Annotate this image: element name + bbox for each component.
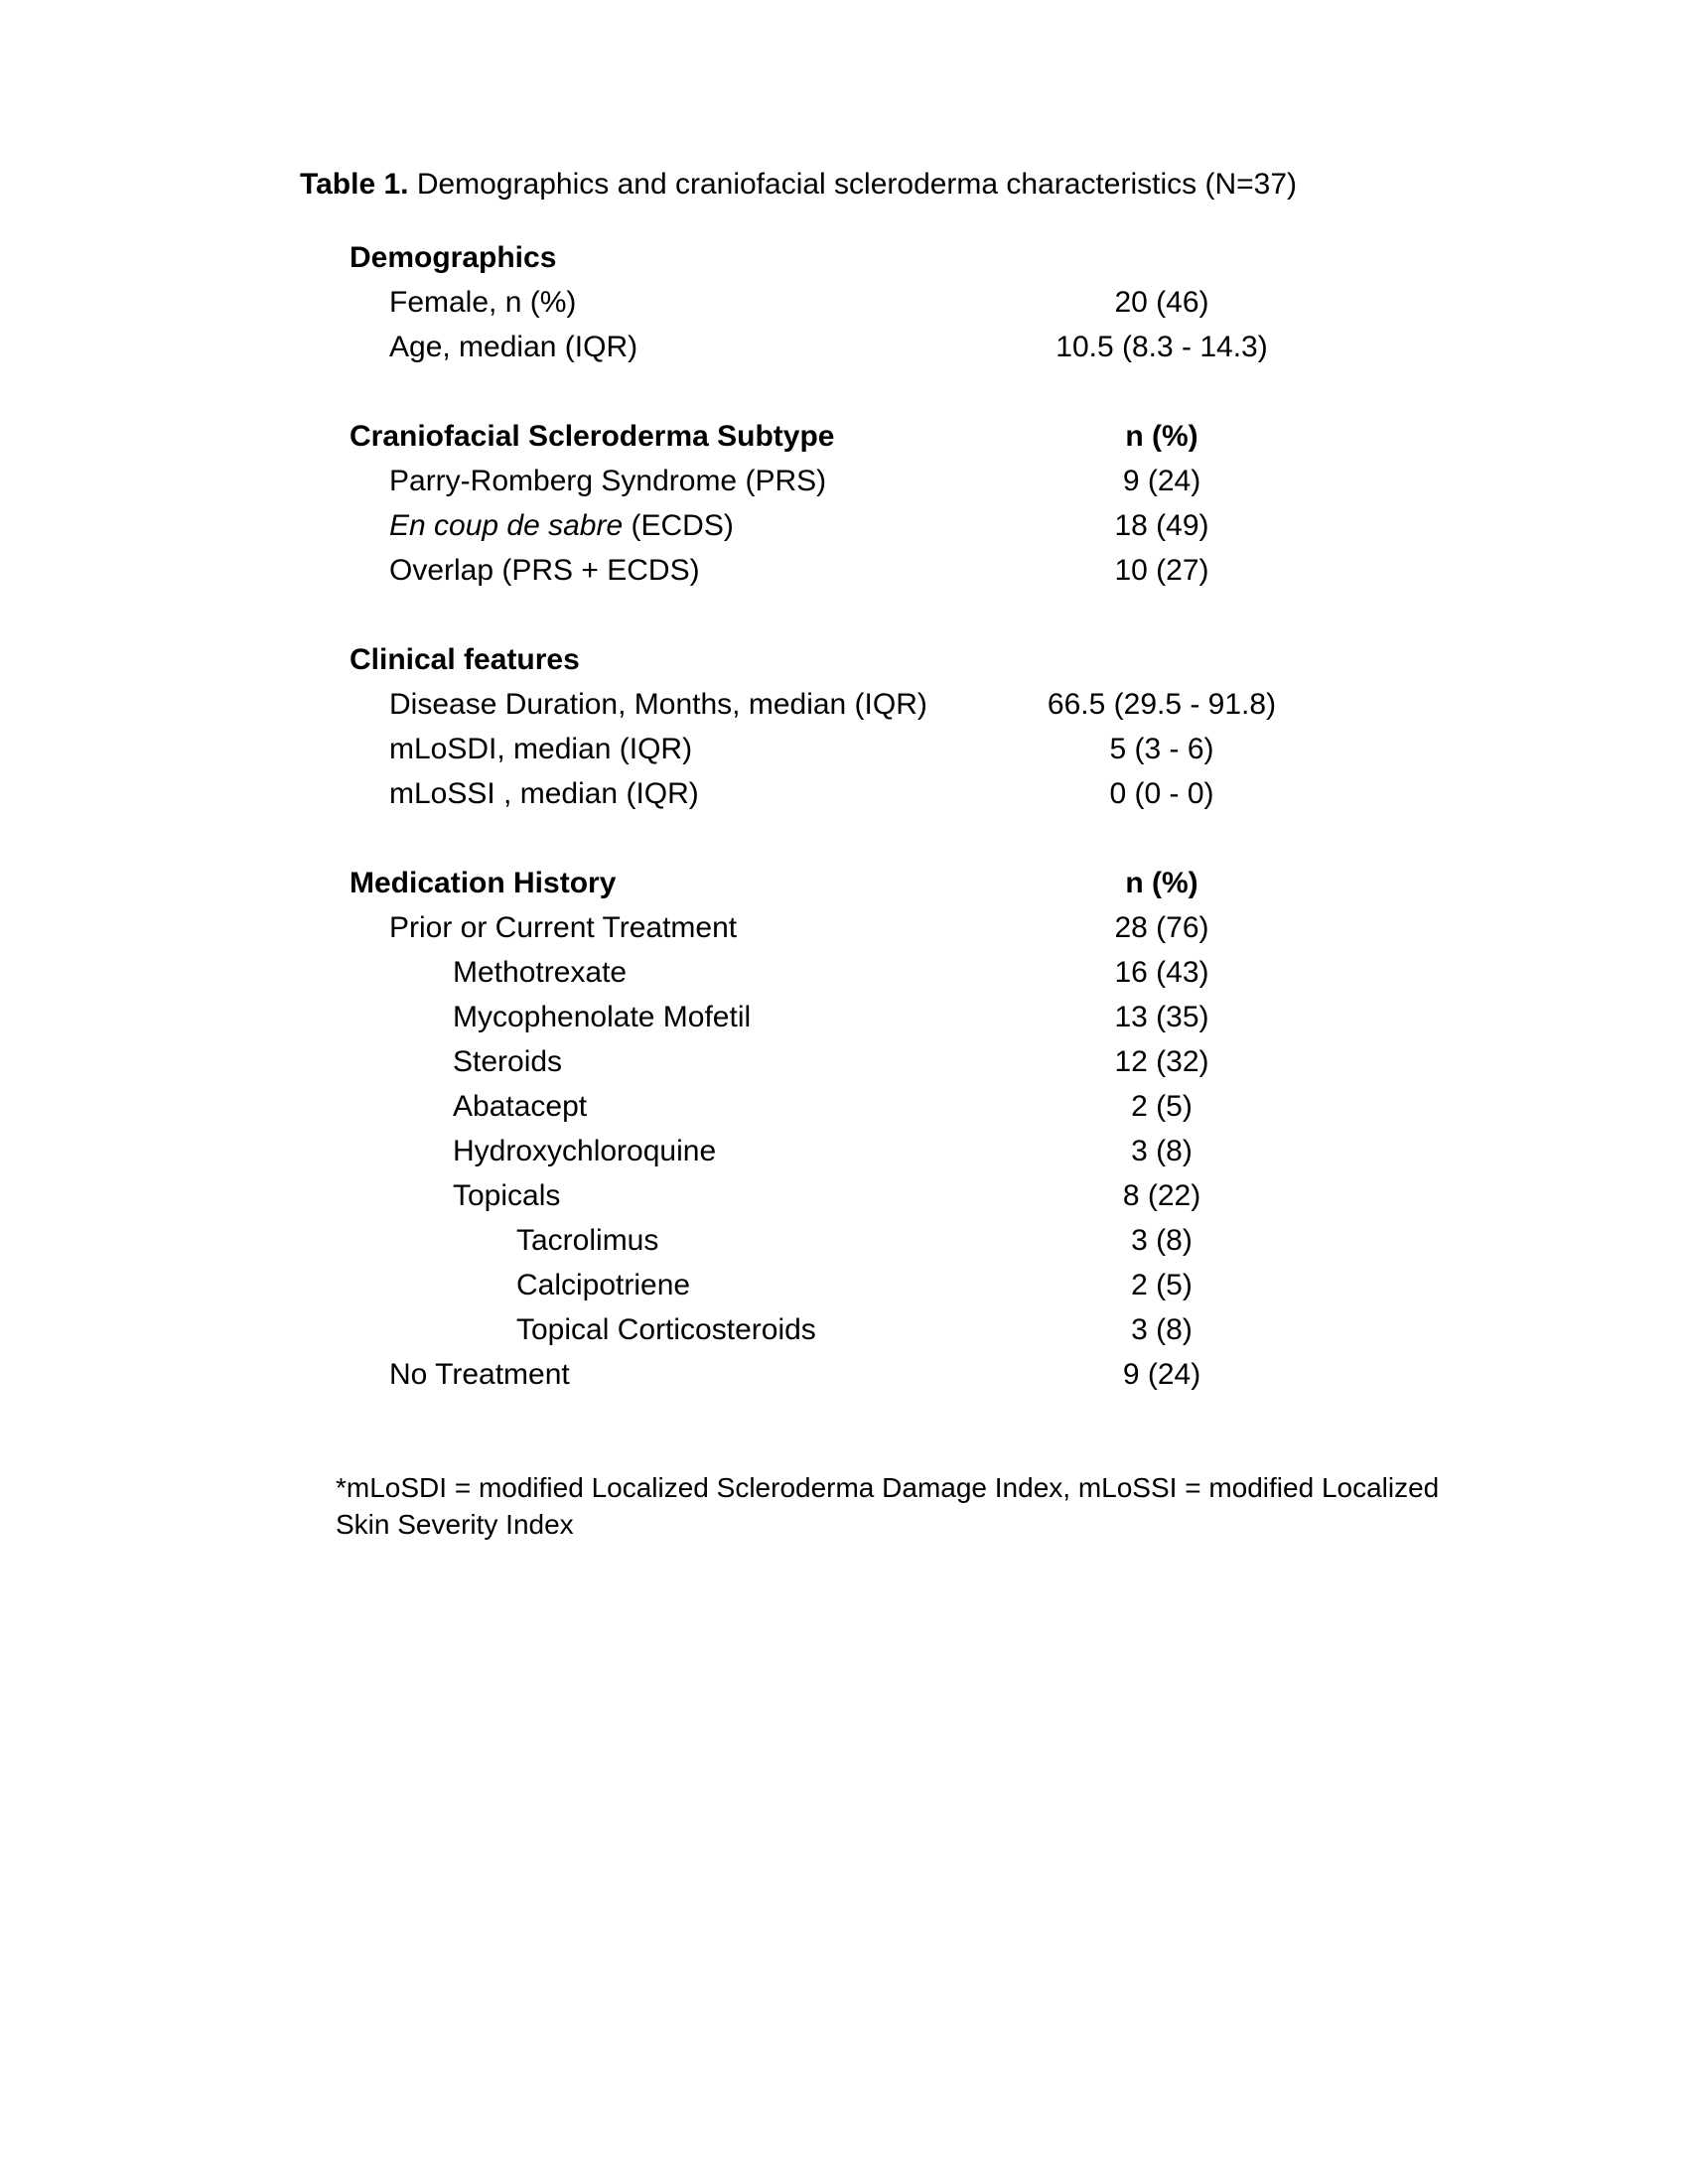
- row-label: Female, n (%): [389, 286, 577, 319]
- section-spacer: [350, 369, 1372, 414]
- row-label: Calcipotriene: [516, 1269, 691, 1301]
- row-label: Parry-Romberg Syndrome (PRS): [389, 465, 827, 497]
- table-row: [350, 503, 1372, 548]
- row-value: 10 (27): [1114, 554, 1209, 587]
- row-value: 3 (8): [1131, 1313, 1193, 1346]
- table-footnote: [336, 1469, 1537, 1543]
- row-value: 20 (46): [1114, 286, 1209, 319]
- section-header-clinical-features: [350, 637, 1372, 682]
- row-value: 66.5 (29.5 - 91.8): [1047, 688, 1277, 721]
- row-value: 3 (8): [1131, 1224, 1193, 1257]
- table-row: [350, 1173, 1372, 1218]
- row-label: mLoSSI , median (IQR): [389, 777, 699, 810]
- row-label-italic: En coup de sabre: [389, 509, 624, 542]
- section-title: Demographics: [350, 241, 557, 274]
- table-row: [350, 1352, 1372, 1397]
- table-row: [350, 325, 1372, 369]
- table-row: [350, 1307, 1372, 1352]
- section-value-header: n (%): [1125, 420, 1198, 453]
- row-value: 8 (22): [1122, 1179, 1201, 1212]
- table-row: [350, 1129, 1372, 1173]
- section-title: Medication History: [350, 867, 617, 899]
- row-value: 18 (49): [1114, 509, 1209, 542]
- row-value: 5 (3 - 6): [1109, 733, 1214, 765]
- row-label: [350, 503, 734, 548]
- row-value: 9 (24): [1122, 465, 1201, 497]
- row-value: 16 (43): [1114, 956, 1209, 989]
- section-spacer: [350, 816, 1372, 861]
- section-header-medication-history: [350, 861, 1372, 905]
- table-title-prefix: Table 1.: [300, 168, 409, 201]
- row-label: Topical Corticosteroids: [516, 1313, 816, 1346]
- row-label: mLoSDI, median (IQR): [389, 733, 693, 765]
- row-value: 2 (5): [1131, 1269, 1193, 1301]
- row-label: No Treatment: [389, 1358, 570, 1391]
- row-value: 2 (5): [1131, 1090, 1193, 1123]
- table-row: [350, 771, 1372, 816]
- row-label: Steroids: [453, 1045, 563, 1078]
- row-label: Abatacept: [453, 1090, 588, 1123]
- row-label: Mycophenolate Mofetil: [453, 1001, 752, 1033]
- row-value: 13 (35): [1114, 1001, 1209, 1033]
- table-row: [350, 280, 1372, 325]
- row-label: Disease Duration, Months, median (IQR): [389, 688, 927, 721]
- table-title: [300, 162, 1297, 206]
- table-row: [350, 459, 1372, 503]
- section-value-header: n (%): [1125, 867, 1198, 899]
- row-value: 9 (24): [1122, 1358, 1201, 1391]
- section-header-demographics: [350, 235, 1372, 280]
- row-label: Topicals: [453, 1179, 561, 1212]
- table-row: [350, 950, 1372, 995]
- section-header-subtype: [350, 414, 1372, 459]
- row-value: 12 (32): [1114, 1045, 1209, 1078]
- row-label-rest: (ECDS): [623, 509, 734, 542]
- footnote-line: *mLoSDI = modified Localized Scleroderma Damage Index, mLoSSI = modified Localized: [336, 1472, 1440, 1503]
- demographics-table: [350, 235, 1372, 1397]
- row-label: Prior or Current Treatment: [389, 911, 738, 944]
- table-title-text: Demographics and craniofacial scleroderma characteristics (N=37): [408, 168, 1298, 201]
- row-value: 0 (0 - 0): [1109, 777, 1214, 810]
- section-title: Clinical features: [350, 643, 580, 676]
- row-label: Hydroxychloroquine: [453, 1135, 717, 1167]
- table-row: [350, 727, 1372, 771]
- row-value: 3 (8): [1131, 1135, 1193, 1167]
- row-label: Overlap (PRS + ECDS): [389, 554, 700, 587]
- table-row: [350, 905, 1372, 950]
- table-row: [350, 682, 1372, 727]
- row-label: Methotrexate: [453, 956, 628, 989]
- row-value: 10.5 (8.3 - 14.3): [1055, 331, 1268, 363]
- table-row: [350, 995, 1372, 1039]
- section-spacer: [350, 593, 1372, 637]
- row-label: Age, median (IQR): [389, 331, 638, 363]
- table-row: [350, 1084, 1372, 1129]
- row-value: 28 (76): [1114, 911, 1209, 944]
- table-row: [350, 1218, 1372, 1263]
- table-row: [350, 548, 1372, 593]
- table-row: [350, 1039, 1372, 1084]
- row-label: Tacrolimus: [516, 1224, 659, 1257]
- footnote-line: Skin Severity Index: [336, 1509, 574, 1540]
- section-title: Craniofacial Scleroderma Subtype: [350, 420, 835, 453]
- table-row: [350, 1263, 1372, 1307]
